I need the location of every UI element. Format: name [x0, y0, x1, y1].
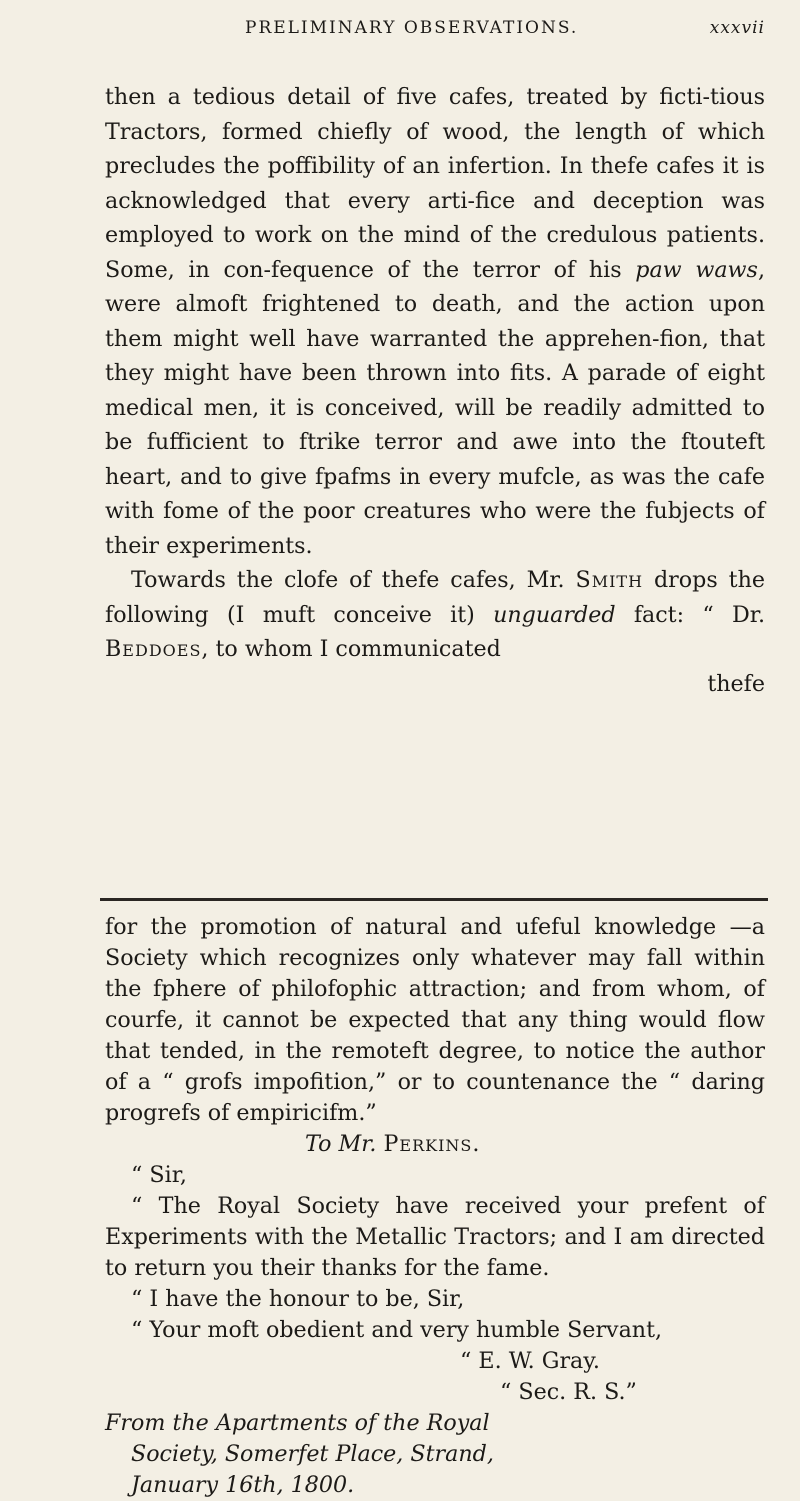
- letter-closing: “ Your moft obedient and very humble Servant,: [131, 1317, 663, 1343]
- text-run: , were almoft frightened to death, and the action upon them might well have warranted the apprehen-fion, that they might have been thrown into fits. A parade of eight medical men, it is conceived, will be readily admitted to be fufficient to ftrike terror and awe into the ftouteft heart, and to give fpafms in every mufcle, as was the cafe with fome of the poor creatures who were the fubjects of their experiments.: [105, 256, 765, 559]
- main-text: [105, 80, 765, 701]
- small-caps-name: Smith: [575, 567, 644, 593]
- running-header: [245, 18, 765, 38]
- paragraph: [105, 563, 765, 667]
- page-number: xxxvii: [709, 18, 765, 38]
- letter-dateline: [105, 1408, 765, 1501]
- paragraph: [105, 80, 765, 563]
- text-run: fact: “ Dr.: [615, 601, 765, 628]
- letter-signature: “ E. W. Gray.: [460, 1348, 600, 1374]
- letter-closing: “ I have the honour to be, Sir,: [131, 1286, 465, 1312]
- italic-text: unguarded: [493, 601, 616, 628]
- letter-signature: “ Sec. R. S.”: [500, 1379, 637, 1405]
- italic-text: To Mr.: [305, 1131, 377, 1157]
- text-run: Towards the clofe of thefe cafes, Mr.: [131, 567, 576, 593]
- running-title: PRELIMINARY OBSERVATIONS.: [245, 18, 579, 38]
- dateline-line: January 16th, 1800.: [131, 1472, 355, 1498]
- text-run: , to whom I communicated: [201, 636, 501, 662]
- paragraph: for the promotion of natural and ufeful knowledge —a Society which recognizes only whatever may fall within the fphere of philofophic attraction; and from whom, of courfe, it cannot be expected that any thing would flow that tended, in the remoteft degree, to notice the author of a “ grofs impofition,” or to countenance the “ daring progrefs of empiricifm.”: [105, 914, 765, 1126]
- text-run: then a tedious detail of five cafes, treated by ficti-tious Tractors, formed chiefly of wood, the length of which precludes the poffibility of an infertion. In thefe cafes it is acknowledged that every arti-fice and deception was employed to work on the mind of the credulous patients. Some, in con-fequence of the terror of his: [105, 84, 765, 283]
- footnote-rule: [100, 898, 768, 901]
- italic-text: paw waws: [635, 256, 758, 283]
- dateline-line: Society, Somerfet Place, Strand,: [131, 1441, 494, 1467]
- letter-address: [105, 1129, 765, 1160]
- letter-body: “ The Royal Society have received your prefent of Experiments with the Metallic Tractors; and I am directed to return you their thanks for the fame.: [105, 1193, 765, 1281]
- dateline-line: From the Apartments of the Royal: [105, 1410, 490, 1436]
- text-run: drops the following (I muft conceive it): [105, 567, 765, 628]
- footnote-text: [105, 912, 765, 1501]
- small-caps-name: Beddoes: [105, 636, 202, 662]
- letter-salutation: “ Sir,: [131, 1162, 187, 1188]
- catchword: thefe: [707, 670, 765, 697]
- small-caps-name: Perkins.: [383, 1131, 481, 1157]
